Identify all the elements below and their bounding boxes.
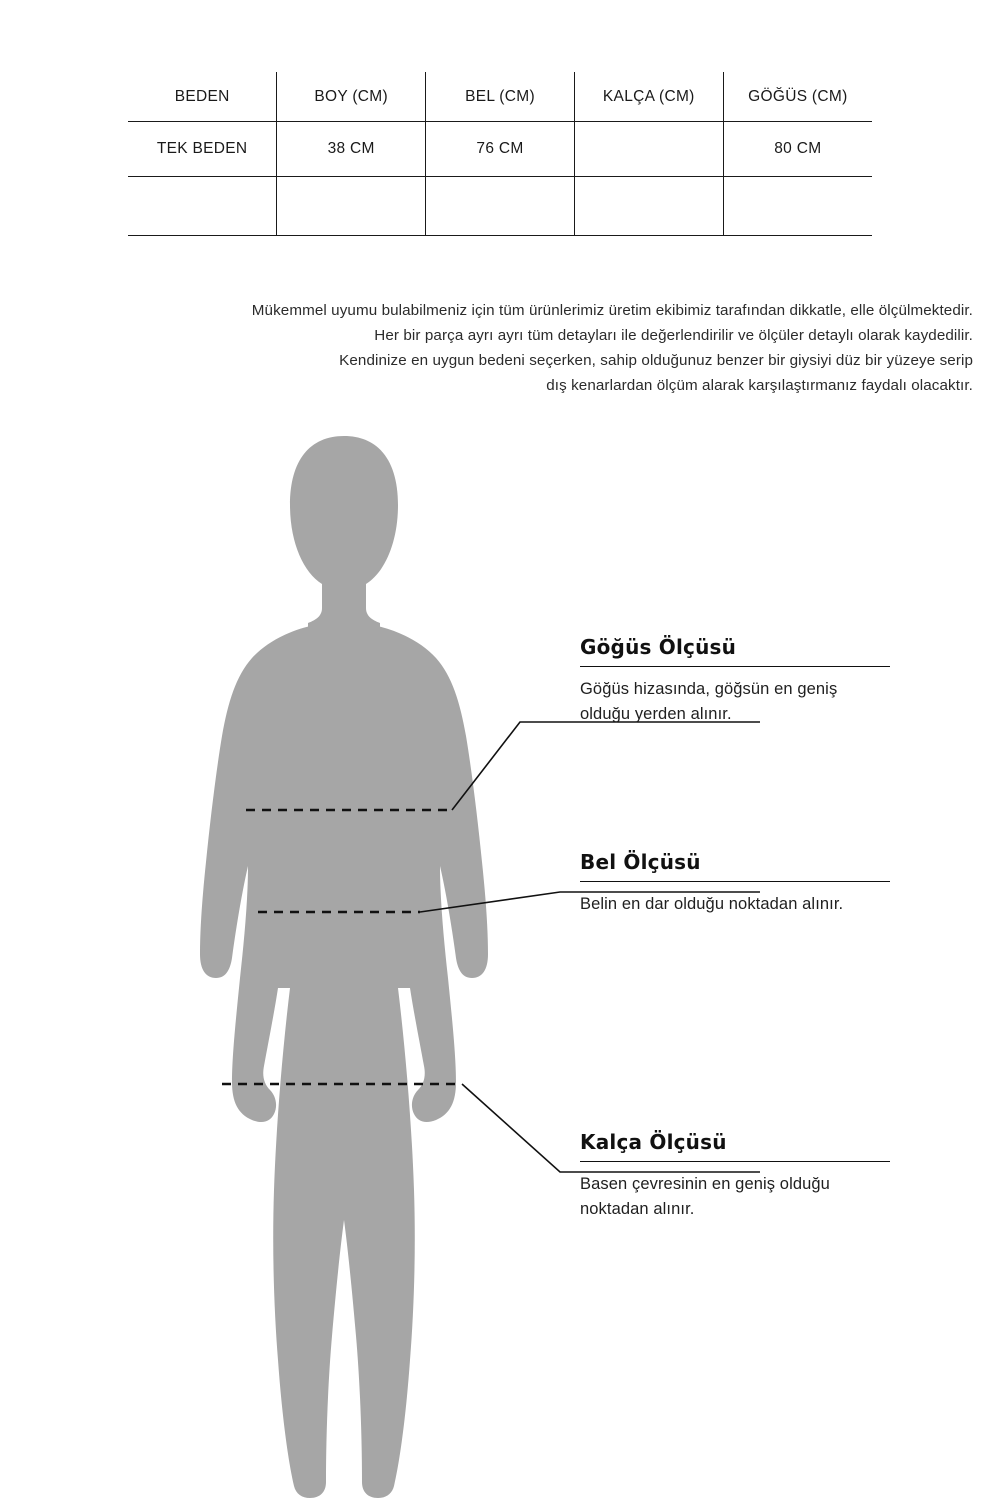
measurement-instructions <box>128 298 973 398</box>
callout-hip-text: Basen çevresinin en geniş olduğu noktadan alınır. <box>580 1175 830 1218</box>
size-table-container <box>128 72 872 236</box>
table-cell-kalca-empty <box>574 177 723 236</box>
intro-line-1: Mükemmel uyumu bulabilmeniz için tüm ürünlerimiz üretim ekibimiz tarafından dikkatle, elle ölçülmektedir. <box>251 302 973 319</box>
table-cell-bel: 76 CM <box>426 122 575 177</box>
table-header-cell-kalca: KALÇA (CM) <box>574 72 723 122</box>
callout-bust <box>580 635 890 727</box>
table-header-cell-gogus: GÖĞÜS (CM) <box>723 72 872 122</box>
table-header-row <box>128 72 872 122</box>
intro-line-3: Kendinize en uygun bedeni seçerken, sahip olduğunuz benzer bir giysiyi düz bir yüzeye serip <box>339 352 973 369</box>
table-cell-beden-empty <box>128 177 277 236</box>
table-header-cell-boy: BOY (CM) <box>277 72 426 122</box>
table-cell-gogus-empty <box>723 177 872 236</box>
callout-hip <box>580 1130 890 1222</box>
table-cell-bel-empty <box>426 177 575 236</box>
callout-waist <box>580 850 890 917</box>
callout-hip-divider <box>580 1161 890 1162</box>
body-measurement-diagram <box>0 430 1000 1500</box>
callout-bust-divider <box>580 666 890 667</box>
intro-line-2: Her bir parça ayrı ayrı tüm detayları ile değerlendirilir ve ölçüler detaylı olarak kaydedilir. <box>374 327 973 344</box>
table-cell-gogus: 80 CM <box>723 122 872 177</box>
callout-hip-title: Kalça Ölçüsü <box>580 1130 727 1154</box>
table-row <box>128 122 872 177</box>
callout-waist-divider <box>580 881 890 882</box>
callout-bust-text: Göğüs hizasında, göğsün en geniş olduğu yerden alınır. <box>580 680 838 723</box>
callout-waist-text: Belin en dar olduğu noktadan alınır. <box>580 895 844 913</box>
table-header-cell-bel: BEL (CM) <box>426 72 575 122</box>
size-table <box>128 72 872 236</box>
table-cell-boy-empty <box>277 177 426 236</box>
callout-waist-title: Bel Ölçüsü <box>580 850 701 874</box>
callout-bust-title: Göğüs Ölçüsü <box>580 635 737 659</box>
intro-line-4: dış kenarlardan ölçüm alarak karşılaştırmanız faydalı olacaktır. <box>546 377 973 394</box>
table-header-cell-beden: BEDEN <box>128 72 277 122</box>
table-cell-kalca <box>574 122 723 177</box>
female-body-silhouette-icon <box>130 430 590 1500</box>
table-cell-beden: TEK BEDEN <box>128 122 277 177</box>
table-cell-boy: 38 CM <box>277 122 426 177</box>
table-row <box>128 177 872 236</box>
